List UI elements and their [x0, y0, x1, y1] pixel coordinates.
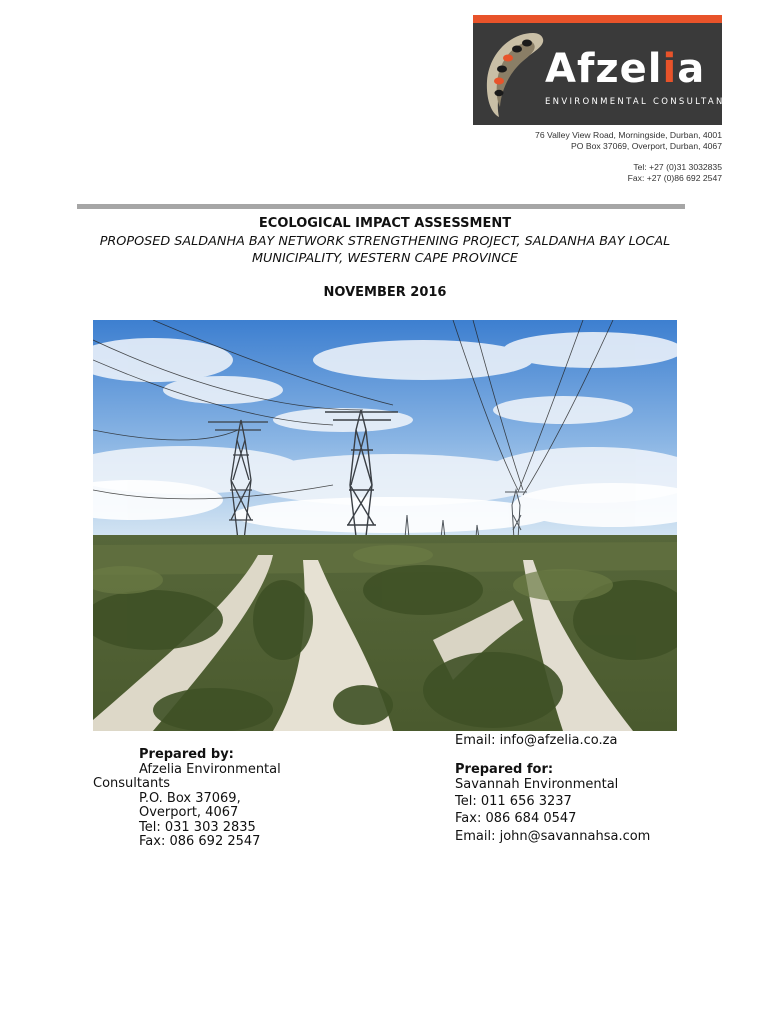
- company-address: [535, 130, 722, 184]
- prepared-for-fax: Fax: 086 684 0547: [455, 811, 577, 826]
- afzelia-email: Email: info@afzelia.co.za: [455, 733, 618, 748]
- logo-tagline: ENVIRONMENTAL CONSULTANTS: [545, 97, 740, 107]
- prepared-for-tel: Tel: 011 656 3237: [455, 793, 572, 809]
- address-street: 76 Valley View Road, Morningside, Durban, 4001: [535, 130, 722, 140]
- header-divider: [77, 204, 685, 209]
- report-heading: ECOLOGICAL IMPACT ASSESSMENT: [258, 216, 512, 231]
- prepared-for-block: [455, 734, 650, 844]
- report-date: NOVEMBER 2016: [323, 285, 447, 300]
- prepared-for-org: Savannah Environmental: [455, 777, 619, 792]
- prepared-for-email: Email: john@savannahsa.com: [455, 828, 651, 844]
- prepared-by-block: [93, 748, 281, 850]
- prepared-by-label: Prepared by:: [139, 747, 234, 762]
- company-logo: [473, 15, 740, 125]
- cover-photo: [93, 320, 677, 731]
- prepared-by-org-cont: Consultants: [93, 776, 171, 791]
- prepared-for-label: Prepared for:: [455, 761, 554, 777]
- logo-accent-bar: [473, 15, 722, 23]
- leaf-emblem-icon: [481, 29, 547, 119]
- prepared-by-city: Overport, 4067: [139, 805, 239, 820]
- logo-wordmark: Afzelia: [545, 46, 706, 92]
- prepared-by-box: P.O. Box 37069,: [139, 790, 241, 806]
- prepared-by-fax: Fax: 086 692 2547: [139, 834, 261, 849]
- address-po-box: PO Box 37069, Overport, Durban, 4067: [571, 141, 722, 151]
- prepared-by-org: Afzelia Environmental: [139, 761, 281, 777]
- prepared-by-tel: Tel: 031 303 2835: [139, 819, 256, 835]
- address-fax: Fax: +27 (0)86 692 2547: [627, 173, 722, 183]
- address-tel: Tel: +27 (0)31 3032835: [633, 162, 722, 172]
- report-subtitle: PROPOSED SALDANHA BAY NETWORK STRENGTHENING PROJECT, SALDANHA BAY LOCAL MUNICIPALITY, WESTERN CAPE PROVINCE: [99, 234, 671, 266]
